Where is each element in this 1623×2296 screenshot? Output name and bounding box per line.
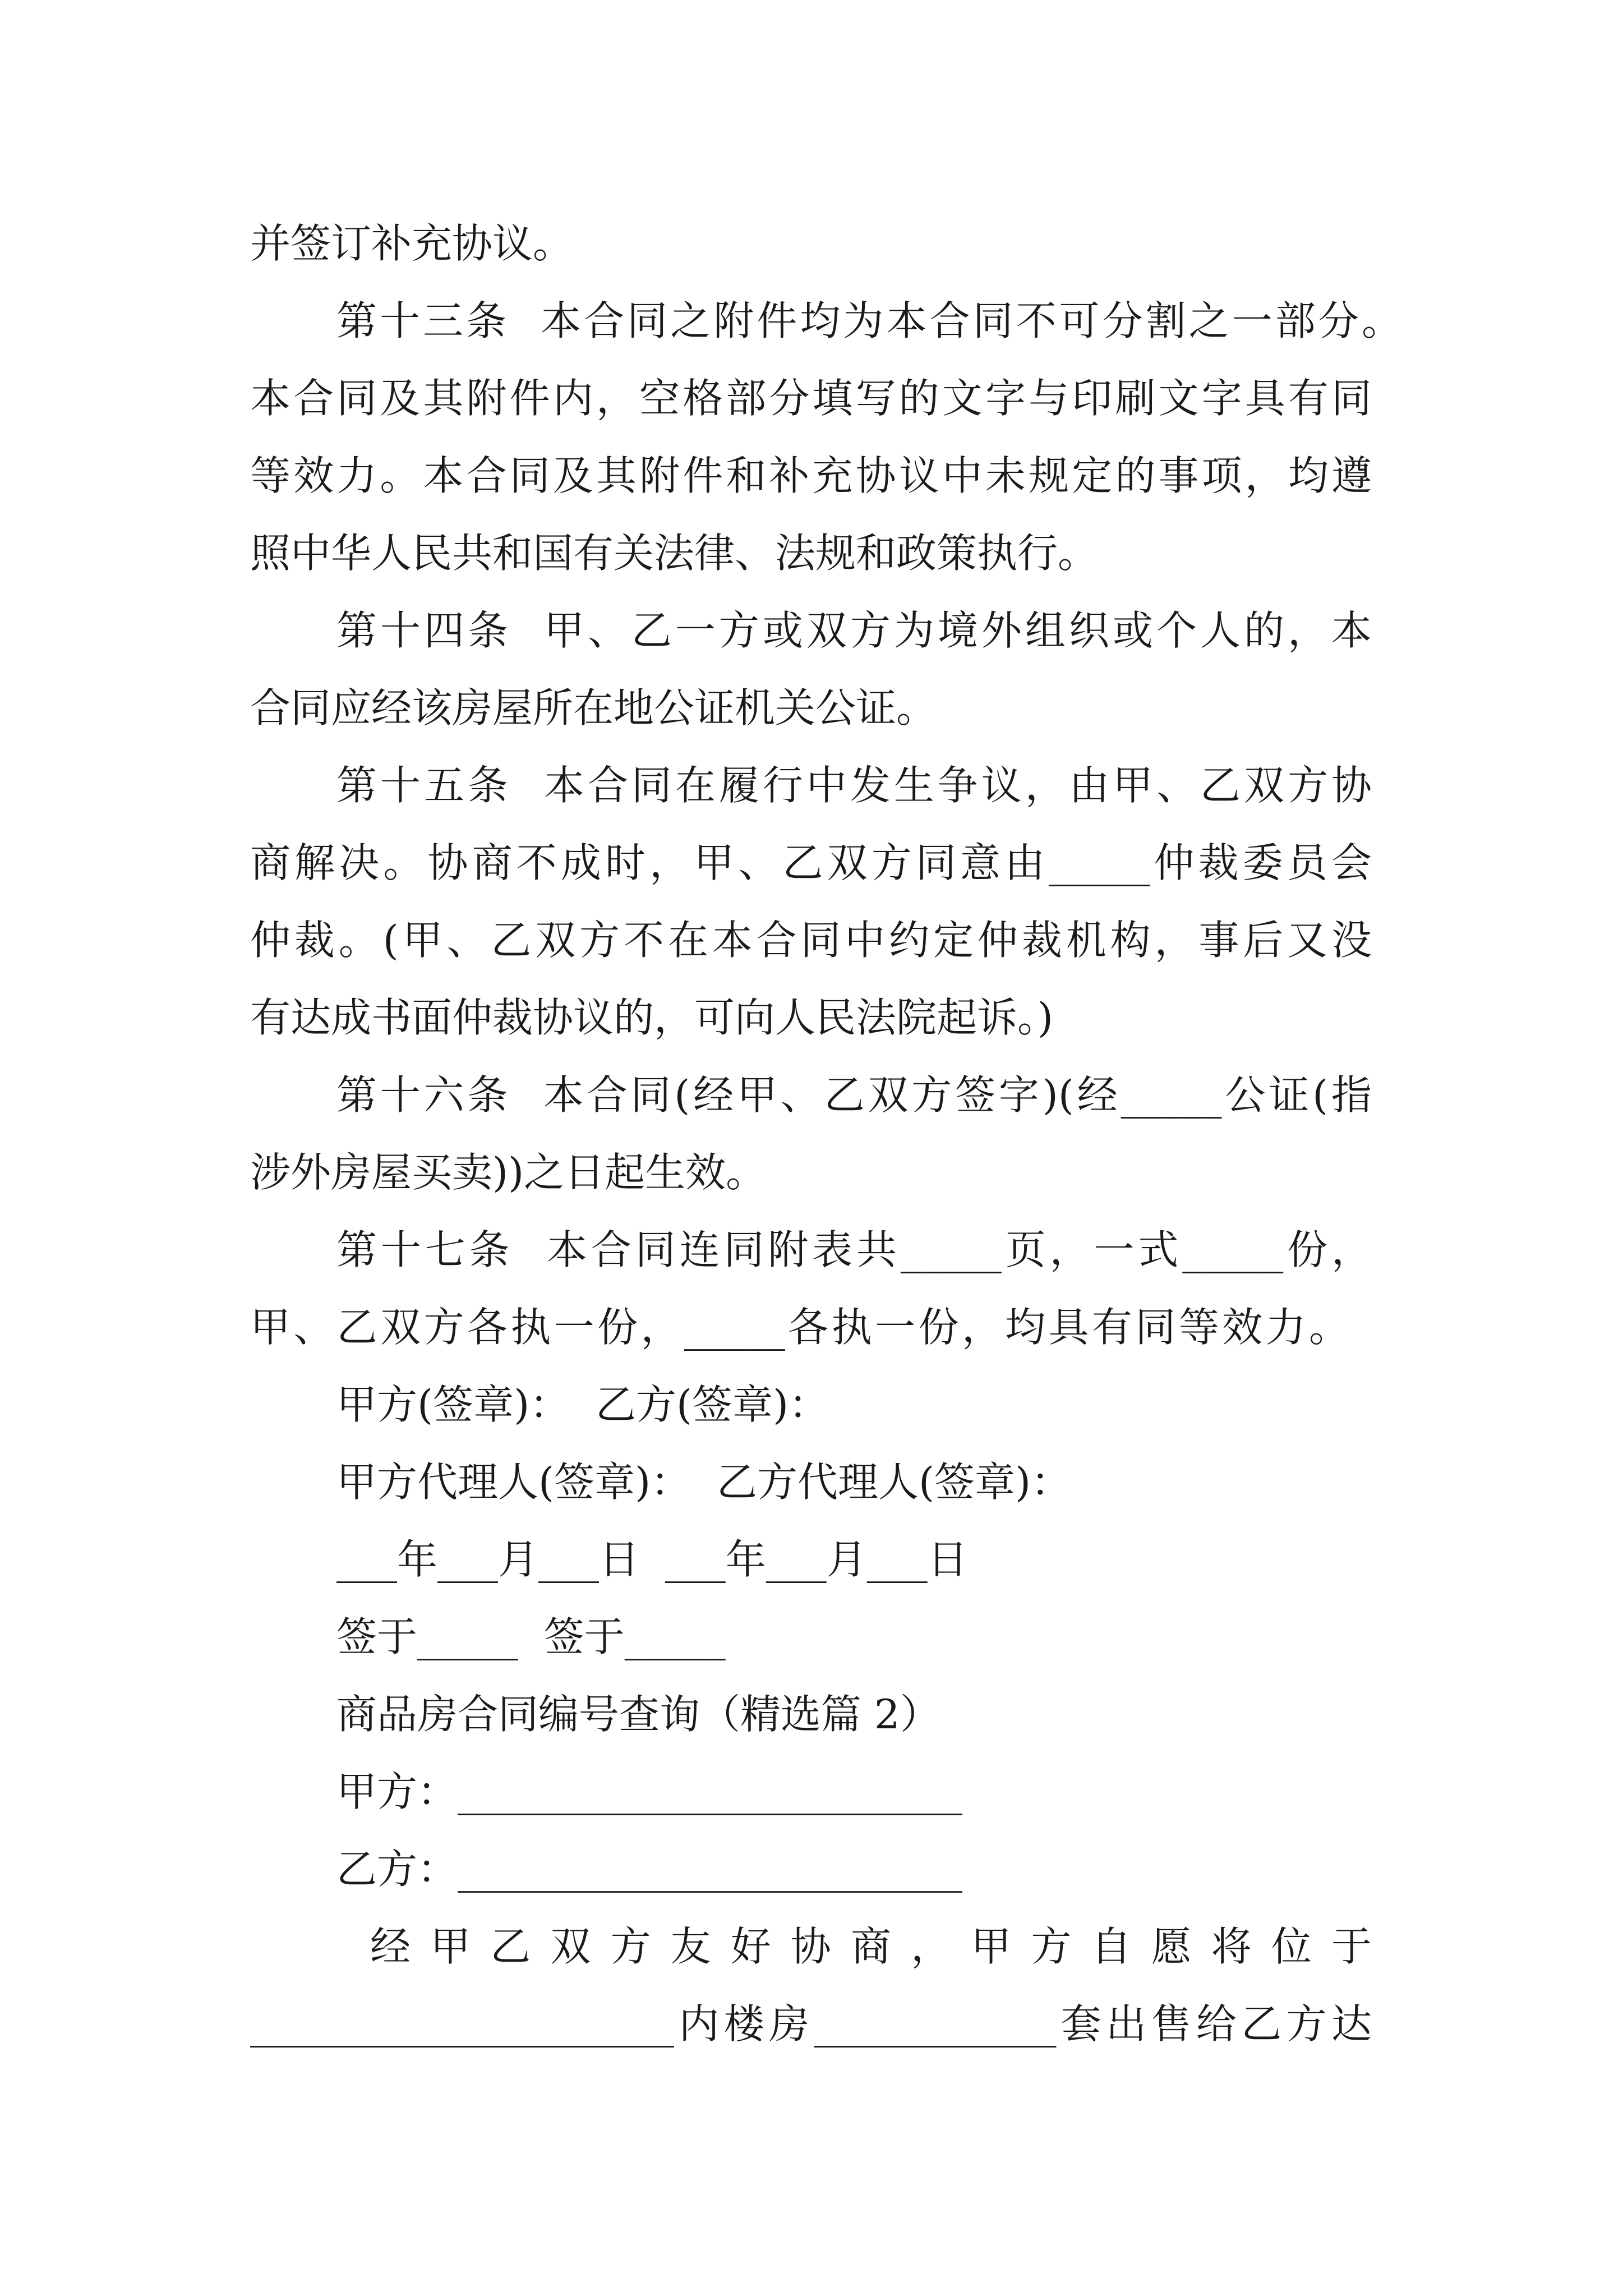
text-line: 仲裁。(甲、乙双方不在本合同中约定仲裁机构，事后又没 (250, 917, 1372, 964)
text-line: 有达成书面仲裁协议的，可向人民法院起诉。) (250, 994, 1054, 1041)
text-line: 本合同及其附件内，空格部分填写的文字与印刷文字具有同 (250, 375, 1372, 422)
text-line: 第十四条 甲、乙一方或双方为境外组织或个人的，本 (336, 607, 1372, 654)
text-line: 涉外房屋买卖))之日起生效。 (250, 1149, 767, 1196)
text-line: 甲、乙双方各执一份，_____各执一份，均具有同等效力。 (250, 1304, 1349, 1351)
section-heading: 商品房合同编号查询（精选篇 2） (336, 1691, 940, 1738)
text-line: 合同应经该房屋所在地公证机关公证。 (250, 684, 937, 731)
text-line: 第十六条 本合同(经甲、乙双方签字)(经_____公证(指 (336, 1071, 1372, 1119)
party-a-line: 甲方：_________________________ (336, 1768, 963, 1815)
agent-signature-line: 甲方代理人(签章)： 乙方代理人(签章)： (336, 1458, 1072, 1506)
text-line: 第十五条 本合同在履行中发生争议，由甲、乙双方协 (336, 762, 1372, 809)
text-line: 第十三条 本合同之附件均为本合同不可分割之一部分。 (336, 297, 1402, 344)
text-line: _____________________内楼房____________套出售给乙方达 (250, 2000, 1372, 2047)
text-line: 商解决。协商不成时，甲、乙双方同意由_____仲裁委员会 (250, 839, 1372, 886)
signed-at-line: 签于_____ 签于_____ (336, 1613, 726, 1660)
text-line: 第十七条 本合同连同附表共_____页，一式_____份， (336, 1226, 1372, 1273)
party-b-line: 乙方：_________________________ (336, 1846, 963, 1893)
text-line: 并签订补充协议。 (250, 220, 574, 267)
signature-line: 甲方(签章)： 乙方(签章)： (336, 1381, 829, 1428)
date-line: ___年___月___日 ___年___月___日 (336, 1536, 968, 1583)
text-line: 等效力。本合同及其附件和补充协议中未规定的事项，均遵 (250, 452, 1372, 499)
text-line: 照中华人民共和国有关法律、法规和政策执行。 (250, 530, 1099, 577)
text-line: 经甲乙双方友好协商，甲方自愿将位于 (370, 1923, 1372, 1970)
